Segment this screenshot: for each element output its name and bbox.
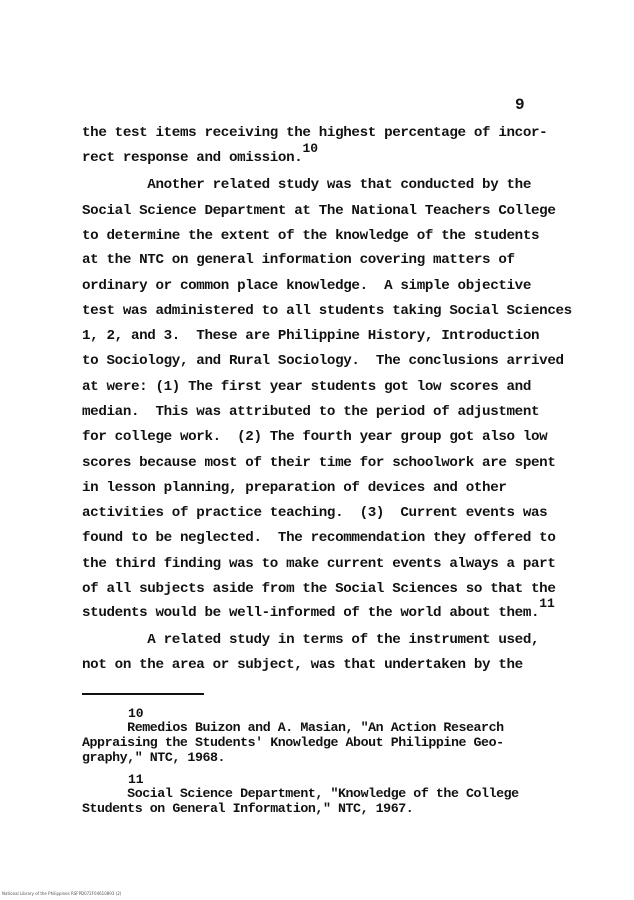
footnote-number: 10 — [128, 706, 144, 721]
footnote-divider — [82, 693, 204, 695]
footnote-line: Remedios Buizon and A. Masian, "An Action Research — [82, 720, 504, 735]
body-line — [82, 228, 539, 244]
body-line — [82, 581, 556, 597]
line-text: the third finding was to make current events always a part — [82, 556, 556, 572]
scan-credit: National Library of the Philippines RSFPD072F04610893 (2) — [2, 891, 122, 896]
footnote-number: 11 — [128, 772, 144, 787]
line-text: A related study in terms of the instrument used, — [82, 632, 540, 648]
footnote-line: Appraising the Students' Knowledge About Philippine Geo- — [82, 735, 504, 750]
line-text: in lesson planning, preparation of devices and other — [82, 480, 507, 496]
line-text: to determine the extent of the knowledge of the students — [82, 228, 540, 244]
line-text: found to be neglected. The recommendation they offered to — [82, 530, 556, 546]
body-line — [82, 353, 564, 369]
body-line — [82, 379, 531, 395]
body-line — [82, 530, 556, 546]
footnote-line: Students on General Information," NTC, 1967. — [82, 801, 414, 816]
line-text: 1, 2, and 3. These are Philippine History, Introduction — [82, 328, 540, 344]
footnote-line: graphy," NTC, 1968. — [82, 750, 226, 765]
body-line — [82, 657, 523, 673]
line-text: activities of practice teaching. (3) Current events was — [82, 505, 548, 521]
line-text: the test items receiving the highest percentage of incor- — [82, 125, 548, 141]
line-text: to Sociology, and Rural Sociology. The conclusions arrived — [82, 353, 564, 369]
body-line — [82, 278, 531, 294]
line-text: scores because most of their time for schoolwork are spent — [82, 455, 556, 471]
line-text: test was administered to all students taking Social Sciences — [82, 303, 572, 319]
body-line — [82, 328, 539, 344]
body-line — [82, 177, 531, 193]
line-text: students would be well-informed of the world about them. — [82, 605, 540, 621]
line-text: rect response and omission. — [82, 150, 303, 166]
body-line — [82, 203, 556, 219]
line-text: at were: (1) The first year students got low scores and — [82, 379, 532, 395]
line-text: for college work. (2) The fourth year group got also low — [82, 429, 548, 445]
footnote-ref: 11 — [539, 596, 555, 611]
body-line — [82, 455, 556, 471]
body-line — [82, 141, 319, 166]
body-line — [82, 429, 547, 445]
body-line — [82, 556, 556, 572]
line-text: Social Science Department at The National Teachers College — [82, 203, 556, 219]
body-line — [82, 303, 572, 319]
line-text: at the NTC on general information covering matters of — [82, 252, 515, 268]
line-text: of all subjects aside from the Social Sciences so that the — [82, 581, 556, 597]
body-line — [82, 404, 539, 420]
body-line — [82, 505, 547, 521]
body-line — [82, 125, 547, 141]
body-line — [82, 480, 507, 496]
line-text: ordinary or common place knowledge. A simple objective — [82, 278, 532, 294]
footnote-line: Social Science Department, "Knowledge of the College — [82, 786, 519, 801]
body-line — [82, 252, 515, 268]
page-number: 9 — [515, 96, 525, 114]
body-line — [82, 596, 555, 621]
line-text: Another related study was that conducted by the — [82, 177, 532, 193]
line-text: not on the area or subject, was that undertaken by the — [82, 657, 523, 673]
footnote-ref: 10 — [302, 141, 319, 156]
line-text: median. This was attributed to the period of adjustment — [82, 404, 540, 420]
body-line — [82, 632, 539, 648]
